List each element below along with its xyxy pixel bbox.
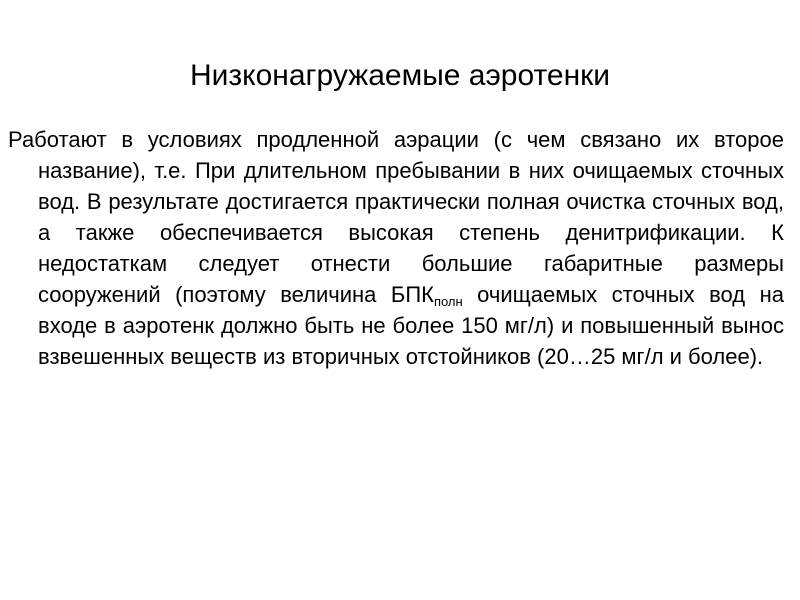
slide-title: Низконагружаемые аэротенки xyxy=(189,59,611,92)
slide-body-paragraph xyxy=(8,124,784,372)
bpk-subscript: полн xyxy=(433,294,463,309)
paragraph-text-part2: очищаемых сточных вод на входе в аэротенк должно быть не более 150 мг/л) и повышенный вынос взвешенных веществ из вторичных отстойников (20…25 мг/л и более). xyxy=(38,282,784,369)
paragraph-text-part1: Работают в условиях продленной аэрации (с чем связано их второе название), т.е. При длительном пребывании в них очищаемых сточных вод. В результате достигается практически полная очистка сточных вод, а также обеспечивается высокая степень денитрификации. К недостаткам следует отнести большие габаритные размеры сооружений (поэтому величина БПК xyxy=(8,127,784,307)
